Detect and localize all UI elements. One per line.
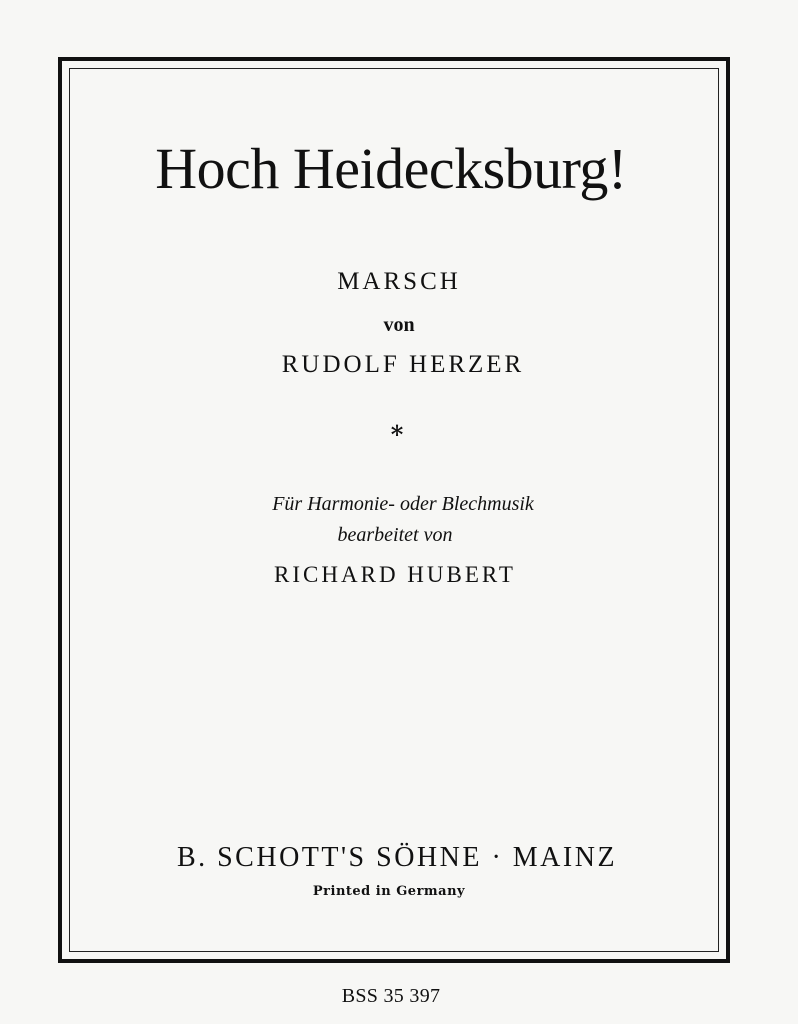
printed-in-note: Printed in Germany	[312, 884, 466, 899]
publisher-name: B. SCHOTT'S SÖHNE · MAINZ	[176, 842, 618, 873]
arrangement-instrumentation: Für Harmonie- oder Blechmusik	[272, 493, 534, 515]
by-word: von	[383, 314, 415, 336]
genre-label: MARSCH	[337, 268, 461, 295]
score-title: Hoch Heidecksburg!	[155, 136, 627, 201]
arranger-name: RICHARD HUBERT	[274, 562, 516, 587]
catalog-number: BSS 35 397	[341, 985, 441, 1007]
composer-name: RUDOLF HERZER	[281, 351, 525, 378]
arrangement-by: bearbeitet von	[337, 524, 453, 546]
asterisk-separator: *	[390, 420, 404, 449]
